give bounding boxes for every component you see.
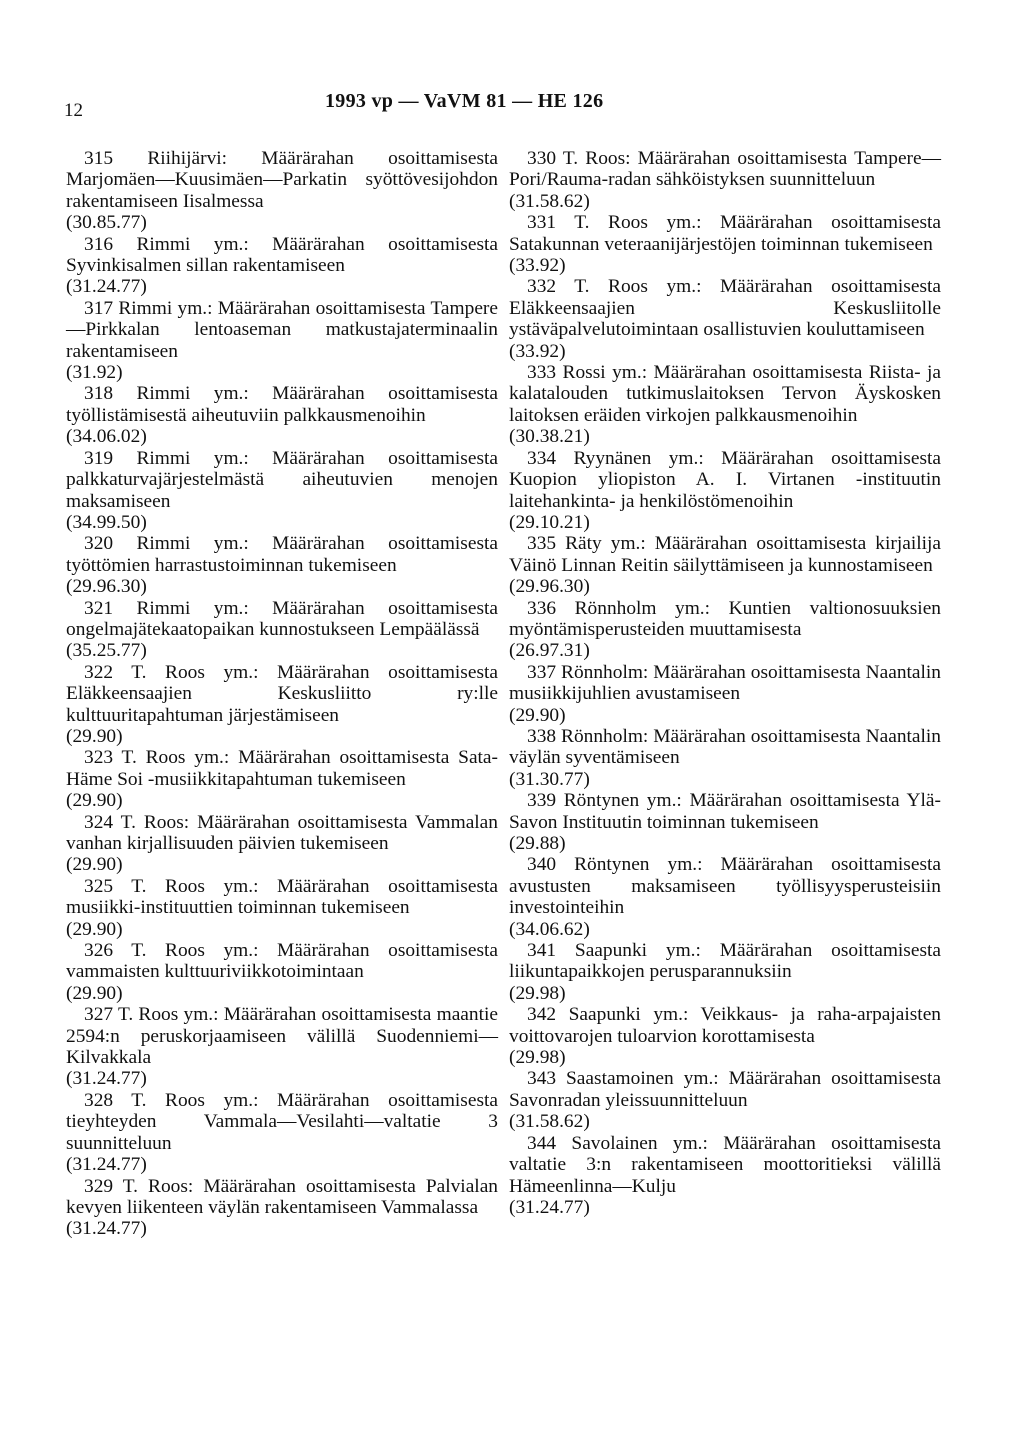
budget-item-number: (30.85.77) xyxy=(66,212,147,234)
motion-title: 327 T. Roos ym.: Määrärahan osoittamisesta maantie 2594:n peruskorjaamiseen välillä Suodenniemi—Kilvakkala xyxy=(66,1004,498,1069)
motion-title: 316 Rimmi ym.: Määrärahan osoittamisesta Syvinkisalmen sillan rakentamiseen xyxy=(66,233,498,277)
motion-entry xyxy=(66,1004,498,1090)
motion-entry xyxy=(66,234,498,298)
motion-entry xyxy=(509,598,941,662)
motion-title: 324 T. Roos: Määrärahan osoittamisesta Vammalan vanhan kirjallisuuden päivien tukemiseen xyxy=(66,811,498,854)
budget-item-number: (31.92) xyxy=(66,362,123,384)
budget-item-number: (29.90) xyxy=(66,725,123,747)
motion-entry xyxy=(66,298,498,384)
budget-item-number: (35.25.77) xyxy=(66,640,147,662)
motion-entry xyxy=(509,662,941,726)
motion-entry xyxy=(66,940,498,1004)
motion-entry xyxy=(509,1133,941,1219)
motion-title: 332 T. Roos ym.: Määrärahan osoittamisesta Eläkkeensaajien Keskusliitolle ystäväpalvelutoimintaan osallistuvien kouluttamiseen xyxy=(509,276,941,341)
motion-entry xyxy=(509,448,941,534)
budget-item-number: (30.38.21) xyxy=(509,426,590,448)
motion-entry xyxy=(66,383,498,447)
budget-item-number: (34.99.50) xyxy=(66,511,147,533)
motion-entry xyxy=(66,533,498,597)
motion-entry xyxy=(509,212,941,276)
motion-title: 336 Rönnholm ym.: Kuntien valtionosuuksien myöntämisperusteiden muuttamisesta xyxy=(509,597,941,640)
motion-entry xyxy=(66,662,498,748)
motion-title: 343 Saastamoinen ym.: Määrärahan osoittamisesta Savonradan yleissuunnitteluun xyxy=(509,1068,941,1111)
motion-title: 341 Saapunki ym.: Määrärahan osoittamisesta liikuntapaikkojen perusparannuksiin xyxy=(509,940,941,983)
budget-item-number: (31.30.77) xyxy=(509,768,590,790)
budget-item-number: (31.24.77) xyxy=(66,1154,147,1176)
motion-title: 337 Rönnholm: Määrärahan osoittamisesta Naantalin musiikkijuhlien avustamiseen xyxy=(509,661,941,705)
budget-item-number: (31.24.77) xyxy=(66,276,147,298)
motion-title: 321 Rimmi ym.: Määrärahan osoittamisesta ongelmajätekaatopaikan kunnostukseen Lempäälässä xyxy=(66,597,498,640)
motion-entry xyxy=(66,812,498,876)
budget-item-number: (31.24.77) xyxy=(66,1218,147,1240)
motion-title: 317 Rimmi ym.: Määrärahan osoittamisesta Tampere—Pirkkalan lentoaseman matkustajaterminaalin rakentamiseen xyxy=(66,297,498,362)
motion-entry xyxy=(509,940,941,1004)
budget-item-number: (26.97.31) xyxy=(509,640,590,662)
budget-item-number: (34.06.02) xyxy=(66,426,147,448)
motion-title: 333 Rossi ym.: Määrärahan osoittamisesta Riista- ja kalatalouden tutkimuslaitoksen Tervon Äyskosken laitoksen eräiden virkojen palkkausmenoihin xyxy=(509,362,941,426)
running-head: 1993 vp — VaVM 81 — HE 126 xyxy=(325,90,604,112)
budget-item-number: (29.90) xyxy=(66,854,123,876)
budget-item-number: (33.92) xyxy=(509,255,566,277)
budget-item-number: (29.90) xyxy=(66,918,123,940)
motion-title: 334 Ryynänen ym.: Määrärahan osoittamisesta Kuopion yliopiston A. I. Virtanen -instituutin laitehankinta- ja henkilöstömenoihin xyxy=(509,447,941,512)
motion-title: 335 Räty ym.: Määrärahan osoittamisesta kirjailija Väinö Linnan Reitin säilyttämiseen ja kunnostamiseen xyxy=(509,533,941,576)
budget-item-number: (33.92) xyxy=(509,340,566,362)
motion-title: 338 Rönnholm: Määrärahan osoittamisesta Naantalin väylän syventämiseen xyxy=(509,725,941,769)
right-column xyxy=(509,148,941,1218)
motion-title: 339 Röntynen ym.: Määrärahan osoittamisesta Ylä-Savon Instituutin toiminnan tukemiseen xyxy=(509,790,941,833)
motion-title: 328 T. Roos ym.: Määrärahan osoittamisesta tieyhteyden Vammala—Vesilahti—valtatie 3 suunnitteluun xyxy=(66,1089,498,1154)
motion-entry xyxy=(509,533,941,597)
motion-entry xyxy=(66,876,498,940)
budget-item-number: (29.90) xyxy=(66,790,123,812)
page-number: 12 xyxy=(64,100,83,121)
budget-item-number: (29.98) xyxy=(509,1047,566,1069)
motion-entry xyxy=(509,854,941,940)
motion-title: 342 Saapunki ym.: Veikkaus- ja raha-arpajaisten voittovarojen tuloarvion korottamisesta xyxy=(509,1004,941,1047)
motion-title: 315 Riihijärvi: Määrärahan osoittamisesta Marjomäen—Kuusimäen—Parkatin syöttövesijohdon rakentamiseen Iisalmessa xyxy=(66,148,498,212)
motion-title: 319 Rimmi ym.: Määrärahan osoittamisesta palkkaturvajärjestelmästä aiheutuvien menojen maksamiseen xyxy=(66,447,498,512)
motion-title: 330 T. Roos: Määrärahan osoittamisesta Tampere—Pori/Rauma-radan sähköistyksen suunnitteluun xyxy=(509,148,941,191)
motion-entry xyxy=(509,276,941,362)
motion-entry xyxy=(66,1176,498,1240)
motion-entry xyxy=(66,1090,498,1176)
budget-item-number: (29.96.30) xyxy=(509,576,590,598)
motion-title: 320 Rimmi ym.: Määrärahan osoittamisesta työttömien harrastustoiminnan tukemiseen xyxy=(66,533,498,576)
motion-title: 326 T. Roos ym.: Määrärahan osoittamisesta vammaisten kulttuuriviikkotoimintaan xyxy=(66,940,498,983)
budget-item-number: (31.24.77) xyxy=(509,1196,590,1218)
motion-entry xyxy=(509,790,941,854)
motion-entry xyxy=(66,598,498,662)
motion-title: 318 Rimmi ym.: Määrärahan osoittamisesta työllistämisestä aiheutuviin palkkausmenoihin xyxy=(66,383,498,426)
motion-title: 344 Savolainen ym.: Määrärahan osoittamisesta valtatie 3:n rakentamiseen moottoritieksi välillä Hämeenlinna—Kulju xyxy=(509,1132,941,1197)
budget-item-number: (29.90) xyxy=(66,982,123,1004)
budget-item-number: (29.98) xyxy=(509,982,566,1004)
left-column xyxy=(66,148,498,1240)
motion-entry xyxy=(509,1068,941,1132)
budget-item-number: (29.88) xyxy=(509,833,566,854)
motion-title: 331 T. Roos ym.: Määrärahan osoittamisesta Satakunnan veteraanijärjestöjen toiminnan tukemiseen xyxy=(509,212,941,255)
budget-item-number: (31.58.62) xyxy=(509,190,590,212)
motion-entry xyxy=(509,362,941,448)
motion-title: 329 T. Roos: Määrärahan osoittamisesta Palvialan kevyen liikenteen väylän rakentamiseen Vammalassa xyxy=(66,1175,498,1218)
motion-entry xyxy=(509,726,941,790)
budget-item-number: (29.96.30) xyxy=(66,576,147,598)
budget-item-number: (31.24.77) xyxy=(66,1068,147,1090)
motion-entry xyxy=(509,1004,941,1068)
budget-item-number: (34.06.62) xyxy=(509,918,590,940)
budget-item-number: (29.10.21) xyxy=(509,511,590,533)
motion-entry xyxy=(66,747,498,811)
motion-entry xyxy=(66,448,498,534)
motion-title: 340 Röntynen ym.: Määrärahan osoittamisesta avustusten maksamiseen työllisyysperusteisiin investointeihin xyxy=(509,854,941,919)
budget-item-number: (31.58.62) xyxy=(509,1111,590,1133)
motion-entry xyxy=(66,148,498,234)
budget-item-number: (29.90) xyxy=(509,704,566,726)
motion-title: 322 T. Roos ym.: Määrärahan osoittamisesta Eläkkeensaajien Keskusliitto ry:lle kulttuuritapahtuman järjestämiseen xyxy=(66,661,498,726)
motion-entry xyxy=(509,148,941,212)
motion-title: 323 T. Roos ym.: Määrärahan osoittamisesta Sata-Häme Soi -musiikkitapahtuman tukemiseen xyxy=(66,747,498,790)
motion-title: 325 T. Roos ym.: Määrärahan osoittamisesta musiikki-instituuttien toiminnan tukemiseen xyxy=(66,875,498,919)
